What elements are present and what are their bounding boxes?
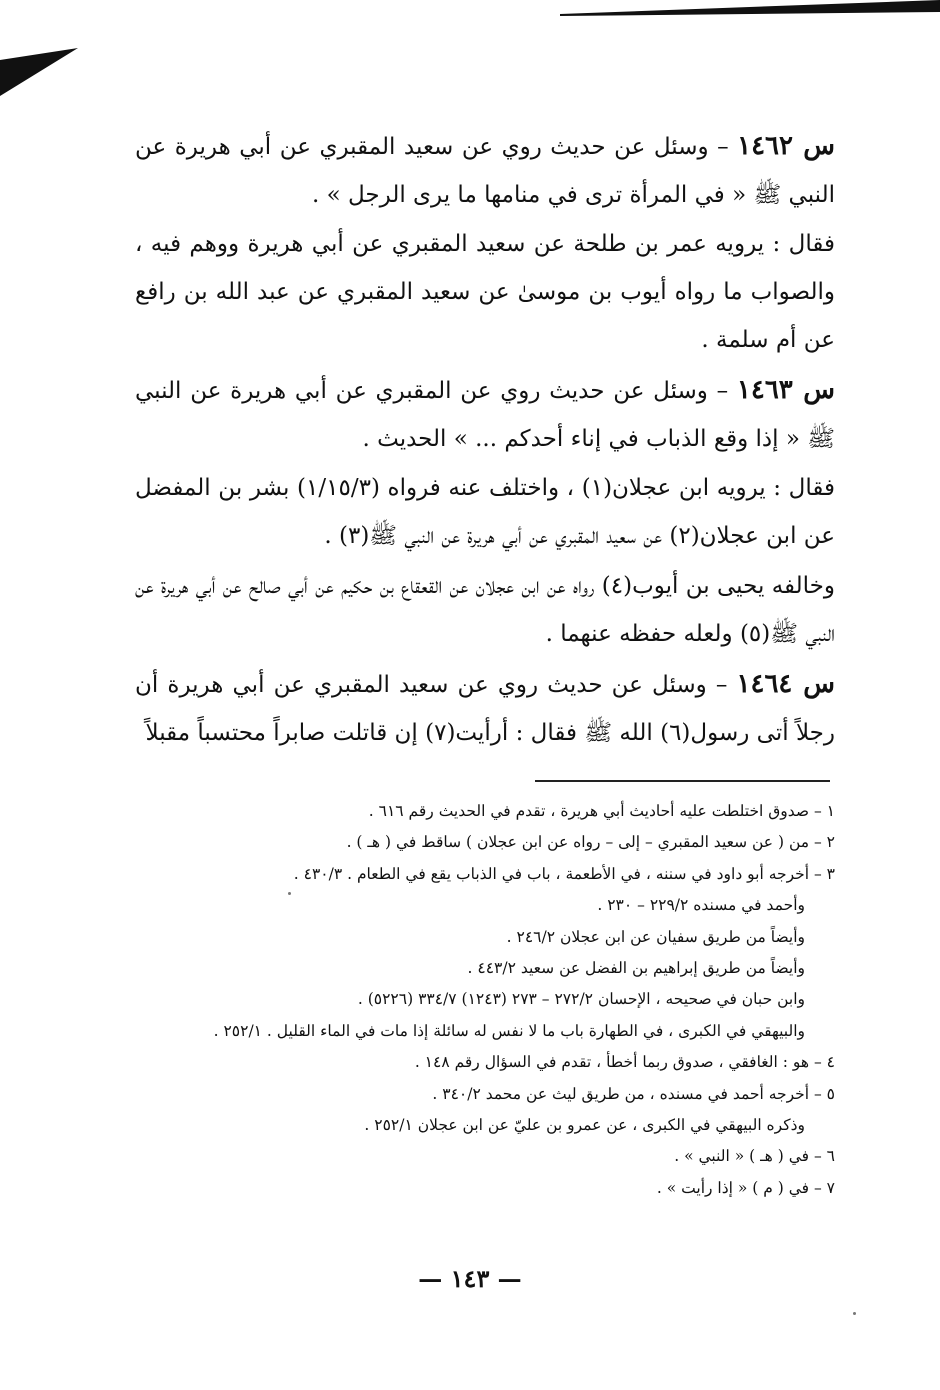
answer-1462 [135, 220, 835, 364]
footnote: ٤ – هو : الغافقي ، صدوق ربما أخطأ ، تقدم في السؤال رقم ١٤٨ . [414, 1053, 835, 1072]
scan-edge-shadow [560, 0, 940, 16]
paragraph-text: – وسئل عن حديث روي عن سعيد المقبري عن أبي هريرة عن النبي ﷺ « في المرأة ترى في منامها ما يرى الرجل » . [135, 134, 835, 208]
footnote-continuation: والبيهقي في الكبرى ، في الطهارة باب ما لا نفس له سائلة إذا مات في الماء القليل . ٢٥٢/١ . [213, 1021, 805, 1040]
question-number: س ١٤٦٣ [736, 375, 835, 405]
question-1462 [135, 122, 835, 219]
answer-1463-continued [135, 562, 835, 658]
footnote: ١ – صدوق اختلطت عليه أحاديث أبي هريرة ، تقدم في الحديث رقم ٦١٦ . [368, 802, 835, 820]
scan-speck [288, 892, 291, 895]
question-1464 [135, 660, 835, 757]
footnote-continuation: وأحمد في مسنده ٢٢٩/٢ – ٢٣٠ . [597, 896, 805, 915]
question-1463 [135, 366, 835, 463]
answer-1463 [135, 464, 835, 560]
footnote-separator [535, 780, 830, 782]
paragraph-text: فقال : يرويه عمر بن طلحة عن سعيد المقبري عن أبي هريرة ووهم فيه ، والصواب ما رواه أيوب بن موسىٰ عن سعيد المقبري عن عبد الله بن رافع عن أم سلمة . [135, 231, 835, 353]
footnote-continuation: وابن حبان في صحيحه ، الإحسان ٢٧٢/٢ – ٢٧٣ (١٢٤٣) ٣٣٤/٧ (٥٢٢٦) . [357, 990, 805, 1009]
scan-corner-shadow [0, 46, 80, 96]
footnote-continuation: وأيضاً من طريق إبراهيم بن الفضل عن سعيد ٤٤٣/٢ . [467, 959, 805, 978]
page-number: — ١٤٣ — [418, 1264, 522, 1293]
question-number: س ١٤٦٢ [737, 131, 835, 161]
footnote-continuation: وذكره البيهقي في الكبرى ، عن عمرو بن عليّ عن ابن عجلان ٢٥٢/١ . [364, 1116, 805, 1135]
paragraph-text: – وسئل عن حديث روي عن سعيد المقبري عن أبي هريرة أن رجلاً أتى رسول(٦) الله ﷺ فقال : أرأيت(٧) إن قاتلت صابراً محتسباً مقبلاً [135, 672, 835, 746]
footnote: ٥ – أخرجه أحمد في مسنده ، من طريق ليث عن محمد ٣٤٠/٢ . [432, 1084, 835, 1103]
question-number: س ١٤٦٤ [736, 669, 835, 699]
paragraph-text: فقال : يرويه ابن عجلان(١) ، واختلف عنه فرواه (١/١٥/٣) بشر بن المفضل عن ابن عجلان(٢) عن سعيد المقبري عن أبي هريرة عن النبي ﷺ(٣) . [135, 475, 836, 549]
footnote-continuation: وأيضاً من طريق سفيان عن ابن عجلان ٢٤٦/٢ . [506, 927, 805, 946]
footnote: ٢ – من ( عن سعيد المقبري – إلى – رواه عن ابن عجلان ) ساقط في ( هـ ) . [346, 833, 835, 852]
footnotes [135, 796, 835, 1204]
footnote: ٣ – أخرجه أبو داود في سننه ، في الأطعمة ، باب في الذباب يقع في الطعام . ٤٣٠/٣ . [293, 864, 835, 883]
paragraph-text: وخالفه يحيى بن أيوب(٤) رواه عن ابن عجلان عن القعقاع بن حكيم عن أبي صالح عن أبي هريرة عن النبي ﷺ(٥) ولعله حفظه عنهما . [135, 573, 835, 647]
paragraph-text: – وسئل عن حديث روي عن المقبري عن أبي هريرة عن النبي ﷺ « إذا وقع الذباب في إناء أحدكم ... » الحديث . [135, 378, 835, 452]
footnote: ٦ – في ( هـ ) « النبي » . [674, 1147, 835, 1166]
footnote: ٧ – في ( م ) « إذا رأيت » . [656, 1178, 835, 1197]
scan-speck [853, 1312, 856, 1315]
